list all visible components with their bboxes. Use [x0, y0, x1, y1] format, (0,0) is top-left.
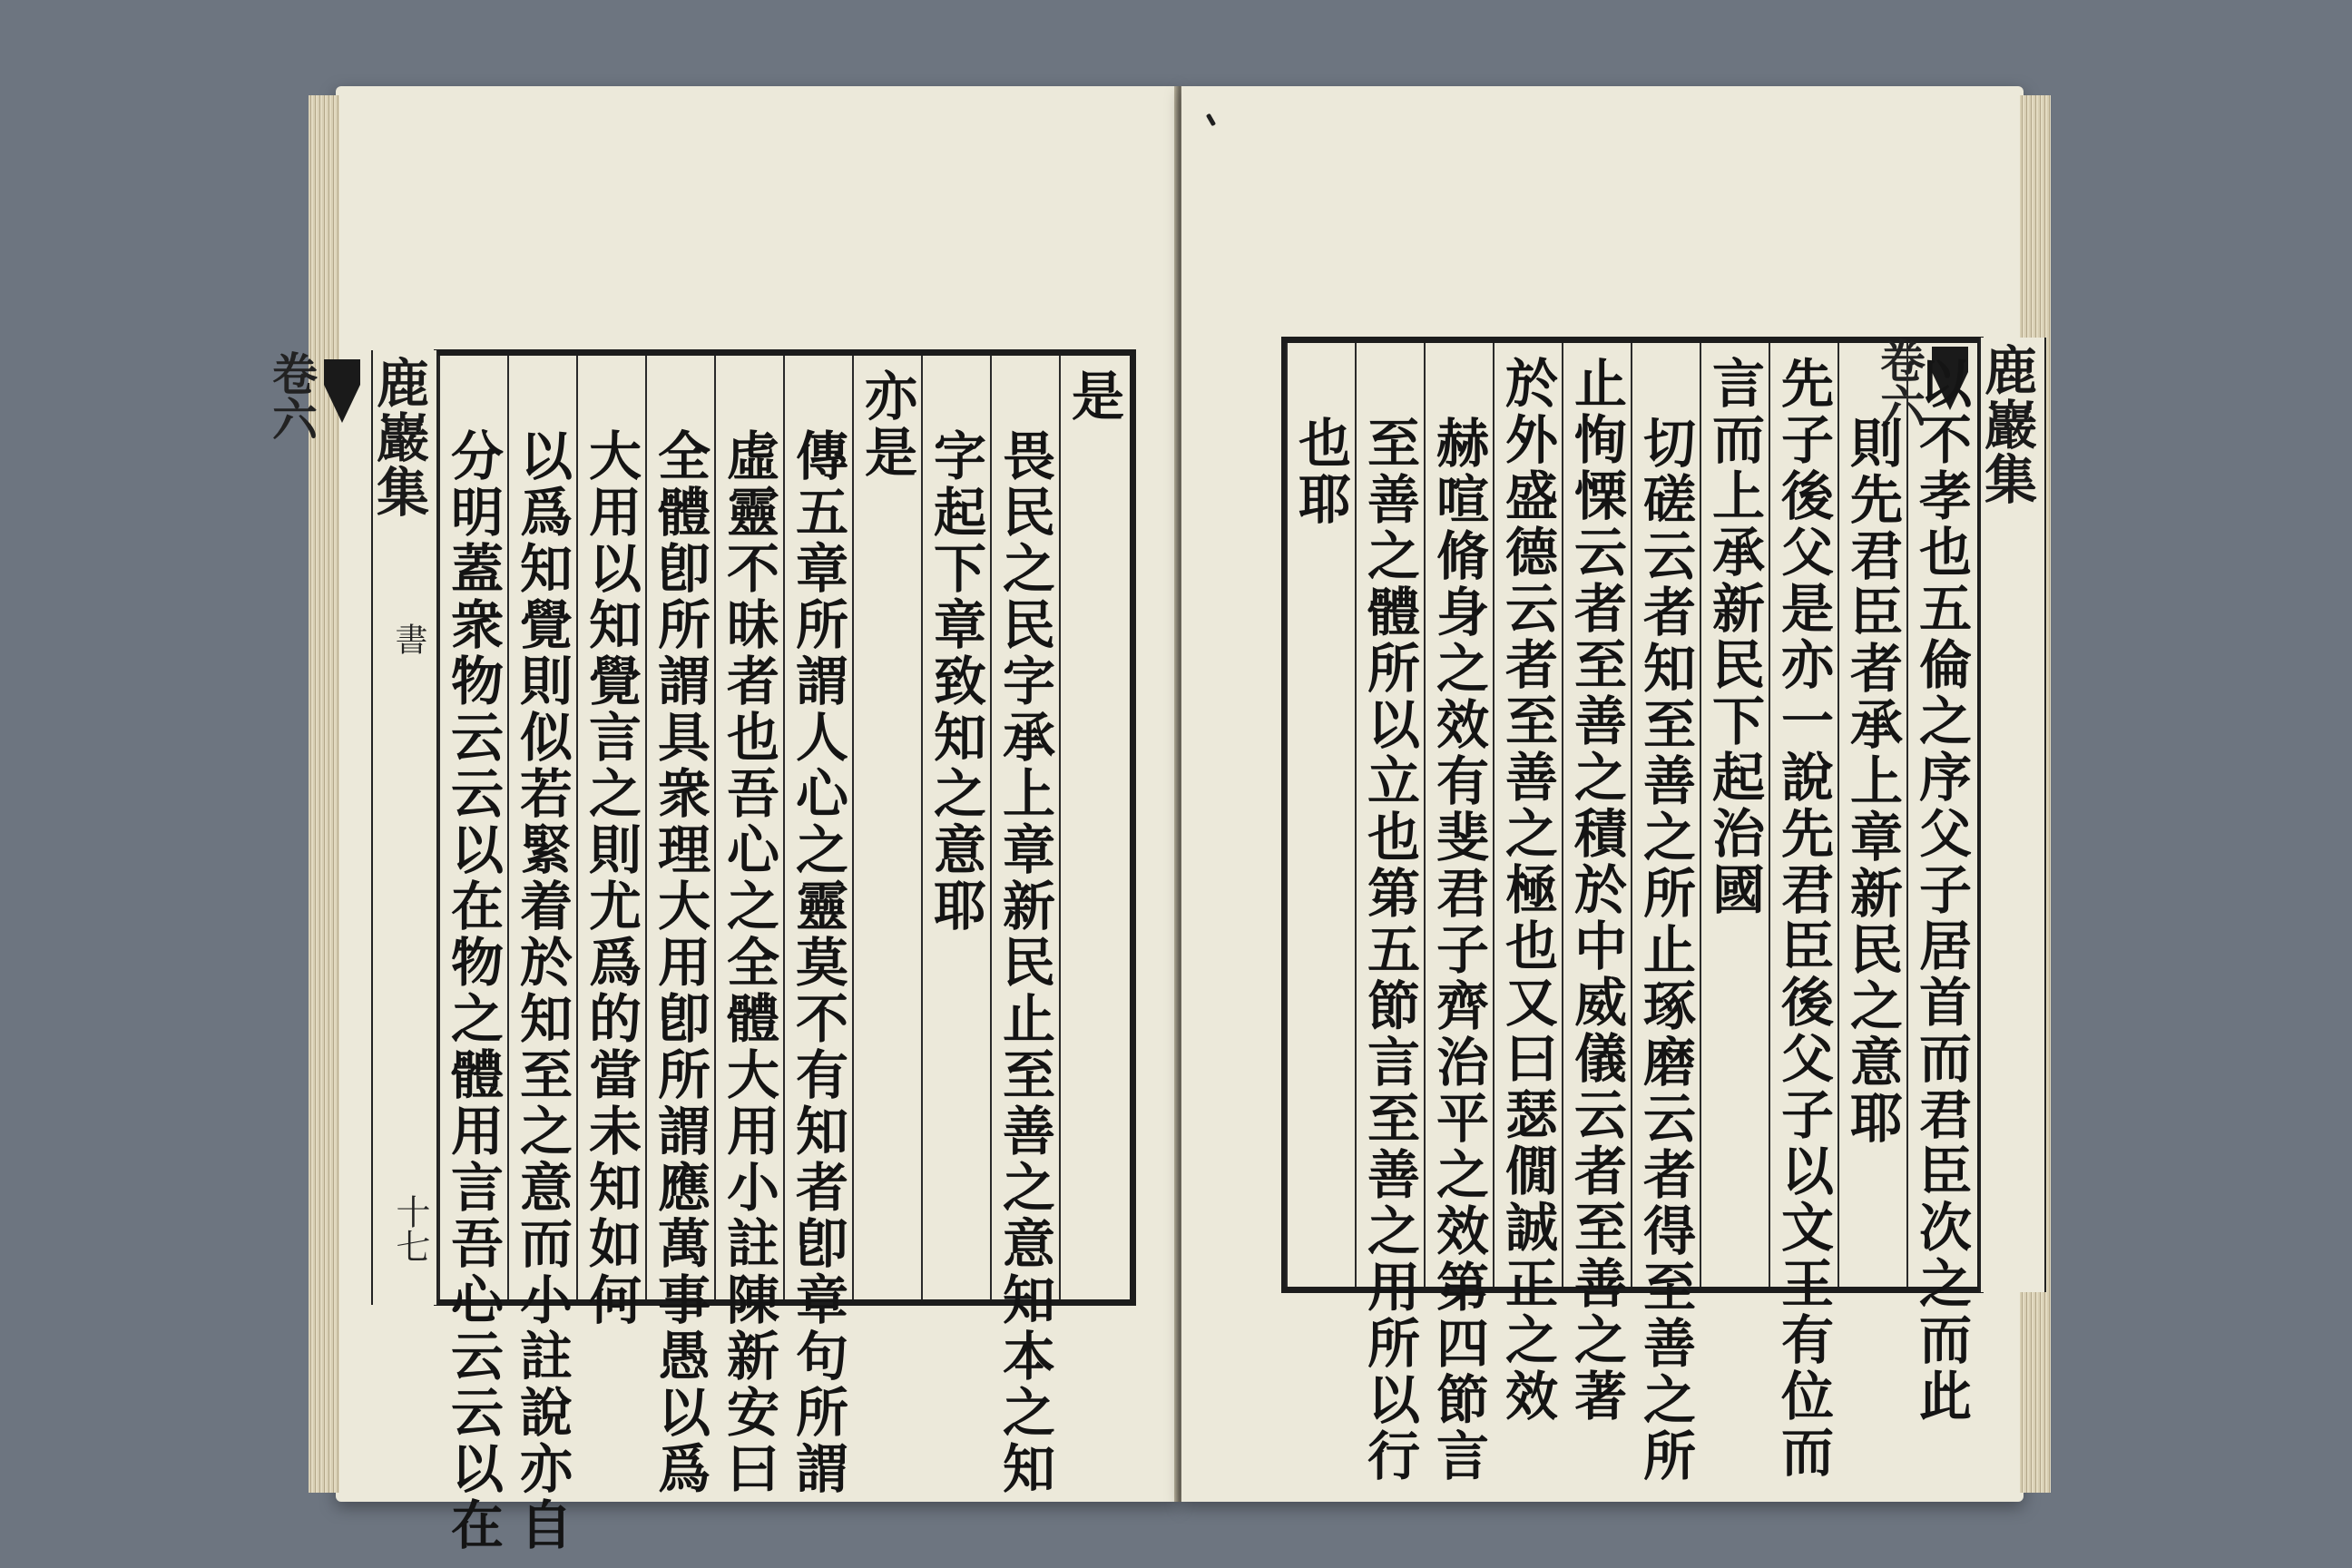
book-title: 鹿巖集	[368, 356, 429, 519]
text-column: 畏民之民字承上章新民止至善之意知本之知	[990, 356, 1061, 1299]
text-column: 也耶	[1286, 343, 1357, 1287]
text-column: 止恂慄云者至善之積於中威儀云者至善之著	[1562, 343, 1632, 1287]
category-label: 書	[390, 622, 427, 655]
volume-label: 卷六	[1873, 338, 1926, 428]
text-column: 全體卽所謂具衆理大用卽所謂應萬事愚以爲	[645, 356, 716, 1299]
text-column: 赫喧脩身之效有斐君子齊治平之效第四節言	[1424, 343, 1494, 1287]
book-spread	[265, 86, 2037, 1553]
text-column: 言而上承新民下起治國	[1700, 343, 1770, 1287]
right-page	[1181, 86, 2037, 1502]
volume-label: 卷六	[265, 350, 318, 441]
text-column: 先子後父是亦一說先君臣後父子以文王有位而	[1769, 343, 1839, 1287]
text-column: 傳五章所謂人心之靈莫不有知者卽章句所謂	[783, 356, 854, 1299]
page-number: 十七	[390, 1194, 430, 1263]
text-column: 於外盛德云者至善之極也又曰瑟僩誠正之效	[1493, 343, 1563, 1287]
margin-banner	[265, 350, 438, 1305]
text-column: 亦是	[852, 356, 923, 1299]
ink-speck	[1206, 113, 1216, 127]
text-column: 分明蓋衆物云云以在物之體用言吾心云云以在	[438, 356, 509, 1299]
text-frame	[265, 349, 1136, 1553]
book-title: 鹿巖集	[1975, 343, 2037, 506]
text-column: 字起下章致知之意耶	[921, 356, 992, 1299]
text-column: 則先君臣者承上章新民之意耶	[1838, 343, 1908, 1287]
text-column: 切磋云者知至善之所止琢磨云者得至善之所	[1631, 343, 1701, 1287]
left-page	[265, 86, 1178, 1553]
text-column: 是	[1059, 356, 1130, 1299]
text-column: 虛靈不昧者也吾心之全體大用小註陳新安曰	[714, 356, 785, 1299]
text-column: 大用以知覺言之則尤爲的當未知如何	[576, 356, 647, 1299]
text-frame	[1281, 337, 2037, 1485]
text-column: 以不孝也五倫之序父子居首而君臣次之而此	[1906, 343, 1977, 1287]
text-column: 至善之體所以立也第五節言至善之用所以行	[1355, 343, 1426, 1287]
text-column: 以爲知覺則似若緊着於知至之意而小註說亦自	[507, 356, 578, 1299]
